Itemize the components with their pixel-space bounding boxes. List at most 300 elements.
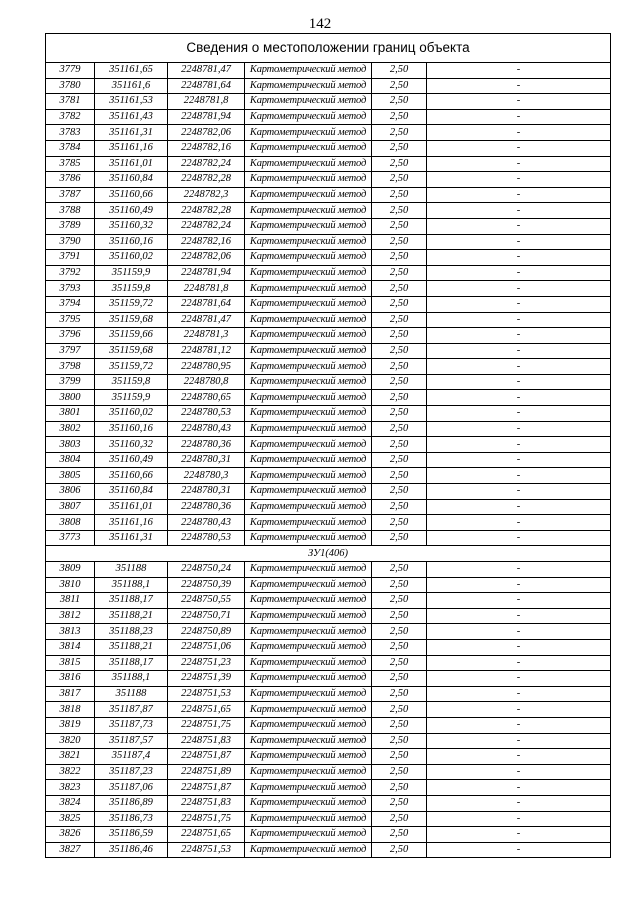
y-coordinate-cell: 2248750,55: [168, 593, 245, 609]
y-coordinate-cell: 2248751,87: [168, 780, 245, 796]
x-coordinate-cell: 351186,73: [95, 811, 168, 827]
y-coordinate-cell: 2248750,24: [168, 562, 245, 578]
y-coordinate-cell: 2248781,94: [168, 265, 245, 281]
accuracy-cell: 2,50: [372, 452, 427, 468]
x-coordinate-cell: 351161,31: [95, 530, 168, 546]
x-coordinate-cell: 351160,32: [95, 437, 168, 453]
section-row: [46, 546, 611, 562]
point-number-cell: 3783: [46, 125, 95, 141]
description-cell: -: [427, 655, 611, 671]
description-cell: -: [427, 406, 611, 422]
table-row: [46, 468, 611, 484]
description-cell: -: [427, 671, 611, 687]
y-coordinate-cell: 2248781,12: [168, 343, 245, 359]
point-number-cell: 3795: [46, 312, 95, 328]
method-cell: Картометрический метод: [245, 406, 372, 422]
accuracy-cell: 2,50: [372, 499, 427, 515]
description-cell: -: [427, 842, 611, 858]
description-cell: -: [427, 218, 611, 234]
table-row: [46, 780, 611, 796]
point-number-cell: 3812: [46, 608, 95, 624]
point-number-cell: 3822: [46, 764, 95, 780]
x-coordinate-cell: 351160,66: [95, 187, 168, 203]
x-coordinate-cell: 351186,89: [95, 795, 168, 811]
method-cell: Картометрический метод: [245, 608, 372, 624]
accuracy-cell: 2,50: [372, 437, 427, 453]
x-coordinate-cell: 351188,23: [95, 624, 168, 640]
description-cell: -: [427, 172, 611, 188]
x-coordinate-cell: 351160,49: [95, 452, 168, 468]
method-cell: Картометрический метод: [245, 63, 372, 79]
description-cell: -: [427, 795, 611, 811]
point-number-cell: 3826: [46, 827, 95, 843]
x-coordinate-cell: 351161,6: [95, 78, 168, 94]
x-coordinate-cell: 351187,73: [95, 717, 168, 733]
x-coordinate-cell: 351161,65: [95, 63, 168, 79]
y-coordinate-cell: 2248780,95: [168, 359, 245, 375]
method-cell: Картометрический метод: [245, 296, 372, 312]
table-row: [46, 312, 611, 328]
table-row: [46, 187, 611, 203]
y-coordinate-cell: 2248751,75: [168, 717, 245, 733]
accuracy-cell: 2,50: [372, 296, 427, 312]
description-cell: -: [427, 639, 611, 655]
accuracy-cell: 2,50: [372, 374, 427, 390]
accuracy-cell: 2,50: [372, 515, 427, 531]
table-row: [46, 203, 611, 219]
method-cell: Картометрический метод: [245, 577, 372, 593]
point-number-cell: 3802: [46, 421, 95, 437]
table-row: [46, 608, 611, 624]
y-coordinate-cell: 2248780,36: [168, 437, 245, 453]
y-coordinate-cell: 2248780,43: [168, 515, 245, 531]
x-coordinate-cell: 351159,68: [95, 312, 168, 328]
method-cell: Картометрический метод: [245, 328, 372, 344]
y-coordinate-cell: 2248751,39: [168, 671, 245, 687]
x-coordinate-cell: 351187,57: [95, 733, 168, 749]
method-cell: Картометрический метод: [245, 125, 372, 141]
description-cell: -: [427, 94, 611, 110]
description-cell: -: [427, 421, 611, 437]
point-number-cell: 3827: [46, 842, 95, 858]
description-cell: -: [427, 250, 611, 266]
table-row: [46, 577, 611, 593]
table-row: [46, 343, 611, 359]
method-cell: Картометрический метод: [245, 281, 372, 297]
table-row: [46, 156, 611, 172]
table-body: [46, 34, 611, 858]
accuracy-cell: 2,50: [372, 639, 427, 655]
point-number-cell: 3813: [46, 624, 95, 640]
point-number-cell: 3804: [46, 452, 95, 468]
method-cell: Картометрический метод: [245, 639, 372, 655]
y-coordinate-cell: 2248780,53: [168, 406, 245, 422]
method-cell: Картометрический метод: [245, 312, 372, 328]
accuracy-cell: 2,50: [372, 156, 427, 172]
description-cell: -: [427, 140, 611, 156]
method-cell: Картометрический метод: [245, 499, 372, 515]
x-coordinate-cell: 351160,16: [95, 421, 168, 437]
description-cell: -: [427, 125, 611, 141]
point-number-cell: 3786: [46, 172, 95, 188]
boundary-coordinates-table: [45, 33, 611, 858]
accuracy-cell: 2,50: [372, 717, 427, 733]
y-coordinate-cell: 2248780,65: [168, 390, 245, 406]
table-row: [46, 296, 611, 312]
table-row: [46, 764, 611, 780]
accuracy-cell: 2,50: [372, 702, 427, 718]
table-row: [46, 281, 611, 297]
y-coordinate-cell: 2248780,53: [168, 530, 245, 546]
x-coordinate-cell: 351188,21: [95, 608, 168, 624]
method-cell: Картометрический метод: [245, 686, 372, 702]
accuracy-cell: 2,50: [372, 63, 427, 79]
x-coordinate-cell: 351159,8: [95, 374, 168, 390]
section-label: ЗУ1(406): [46, 546, 611, 562]
point-number-cell: 3816: [46, 671, 95, 687]
table-row: [46, 390, 611, 406]
y-coordinate-cell: 2248782,28: [168, 203, 245, 219]
table-row: [46, 484, 611, 500]
point-number-cell: 3790: [46, 234, 95, 250]
description-cell: -: [427, 515, 611, 531]
description-cell: -: [427, 328, 611, 344]
x-coordinate-cell: 351186,46: [95, 842, 168, 858]
y-coordinate-cell: 2248780,3: [168, 468, 245, 484]
accuracy-cell: 2,50: [372, 78, 427, 94]
method-cell: Картометрический метод: [245, 390, 372, 406]
method-cell: Картометрический метод: [245, 234, 372, 250]
description-cell: -: [427, 203, 611, 219]
method-cell: Картометрический метод: [245, 733, 372, 749]
method-cell: Картометрический метод: [245, 109, 372, 125]
y-coordinate-cell: 2248751,89: [168, 764, 245, 780]
accuracy-cell: 2,50: [372, 671, 427, 687]
point-number-cell: 3779: [46, 63, 95, 79]
table-row: [46, 827, 611, 843]
accuracy-cell: 2,50: [372, 764, 427, 780]
table-row: [46, 842, 611, 858]
method-cell: Картометрический метод: [245, 764, 372, 780]
x-coordinate-cell: 351186,59: [95, 827, 168, 843]
description-cell: -: [427, 577, 611, 593]
table-row: [46, 63, 611, 79]
y-coordinate-cell: 2248780,36: [168, 499, 245, 515]
method-cell: Картометрический метод: [245, 359, 372, 375]
x-coordinate-cell: 351188: [95, 562, 168, 578]
y-coordinate-cell: 2248781,8: [168, 94, 245, 110]
point-number-cell: 3821: [46, 749, 95, 765]
point-number-cell: 3803: [46, 437, 95, 453]
accuracy-cell: 2,50: [372, 343, 427, 359]
x-coordinate-cell: 351160,49: [95, 203, 168, 219]
x-coordinate-cell: 351160,02: [95, 406, 168, 422]
accuracy-cell: 2,50: [372, 749, 427, 765]
point-number-cell: 3810: [46, 577, 95, 593]
y-coordinate-cell: 2248751,83: [168, 795, 245, 811]
method-cell: Картометрический метод: [245, 562, 372, 578]
y-coordinate-cell: 2248780,31: [168, 452, 245, 468]
x-coordinate-cell: 351188,17: [95, 655, 168, 671]
accuracy-cell: 2,50: [372, 780, 427, 796]
y-coordinate-cell: 2248782,06: [168, 250, 245, 266]
accuracy-cell: 2,50: [372, 359, 427, 375]
description-cell: -: [427, 499, 611, 515]
y-coordinate-cell: 2248782,28: [168, 172, 245, 188]
accuracy-cell: 2,50: [372, 390, 427, 406]
table-row: [46, 717, 611, 733]
x-coordinate-cell: 351188,1: [95, 671, 168, 687]
method-cell: Картометрический метод: [245, 827, 372, 843]
accuracy-cell: 2,50: [372, 608, 427, 624]
table-row: [46, 172, 611, 188]
table-title: Сведения о местоположении границ объекта: [46, 34, 611, 63]
accuracy-cell: 2,50: [372, 842, 427, 858]
y-coordinate-cell: 2248782,24: [168, 218, 245, 234]
y-coordinate-cell: 2248780,43: [168, 421, 245, 437]
point-number-cell: 3787: [46, 187, 95, 203]
description-cell: -: [427, 764, 611, 780]
point-number-cell: 3811: [46, 593, 95, 609]
x-coordinate-cell: 351161,01: [95, 156, 168, 172]
x-coordinate-cell: 351159,72: [95, 296, 168, 312]
method-cell: Картометрический метод: [245, 811, 372, 827]
table-row: [46, 795, 611, 811]
method-cell: Картометрический метод: [245, 94, 372, 110]
point-number-cell: 3809: [46, 562, 95, 578]
y-coordinate-cell: 2248782,24: [168, 156, 245, 172]
accuracy-cell: 2,50: [372, 172, 427, 188]
table-row: [46, 359, 611, 375]
point-number-cell: 3823: [46, 780, 95, 796]
y-coordinate-cell: 2248781,47: [168, 312, 245, 328]
y-coordinate-cell: 2248751,83: [168, 733, 245, 749]
table-row: [46, 530, 611, 546]
point-number-cell: 3800: [46, 390, 95, 406]
y-coordinate-cell: 2248782,3: [168, 187, 245, 203]
y-coordinate-cell: 2248751,65: [168, 702, 245, 718]
method-cell: Картометрический метод: [245, 218, 372, 234]
accuracy-cell: 2,50: [372, 187, 427, 203]
description-cell: -: [427, 281, 611, 297]
method-cell: Картометрический метод: [245, 374, 372, 390]
table-row: [46, 125, 611, 141]
description-cell: -: [427, 780, 611, 796]
point-number-cell: 3796: [46, 328, 95, 344]
description-cell: -: [427, 608, 611, 624]
description-cell: -: [427, 452, 611, 468]
accuracy-cell: 2,50: [372, 234, 427, 250]
point-number-cell: 3781: [46, 94, 95, 110]
table-row: [46, 421, 611, 437]
description-cell: -: [427, 390, 611, 406]
x-coordinate-cell: 351160,66: [95, 468, 168, 484]
description-cell: -: [427, 624, 611, 640]
description-cell: -: [427, 749, 611, 765]
table-row: [46, 655, 611, 671]
y-coordinate-cell: 2248781,3: [168, 328, 245, 344]
accuracy-cell: 2,50: [372, 811, 427, 827]
y-coordinate-cell: 2248781,8: [168, 281, 245, 297]
point-number-cell: 3825: [46, 811, 95, 827]
accuracy-cell: 2,50: [372, 421, 427, 437]
accuracy-cell: 2,50: [372, 94, 427, 110]
accuracy-cell: 2,50: [372, 655, 427, 671]
y-coordinate-cell: 2248782,16: [168, 234, 245, 250]
accuracy-cell: 2,50: [372, 624, 427, 640]
table-row: [46, 78, 611, 94]
method-cell: Картометрический метод: [245, 421, 372, 437]
x-coordinate-cell: 351159,68: [95, 343, 168, 359]
description-cell: -: [427, 733, 611, 749]
y-coordinate-cell: 2248782,16: [168, 140, 245, 156]
point-number-cell: 3824: [46, 795, 95, 811]
accuracy-cell: 2,50: [372, 265, 427, 281]
table-row: [46, 406, 611, 422]
method-cell: Картометрический метод: [245, 655, 372, 671]
table-row: [46, 702, 611, 718]
accuracy-cell: 2,50: [372, 577, 427, 593]
method-cell: Картометрический метод: [245, 437, 372, 453]
point-number-cell: 3806: [46, 484, 95, 500]
description-cell: -: [427, 437, 611, 453]
description-cell: -: [427, 359, 611, 375]
accuracy-cell: 2,50: [372, 562, 427, 578]
description-cell: -: [427, 187, 611, 203]
x-coordinate-cell: 351160,02: [95, 250, 168, 266]
accuracy-cell: 2,50: [372, 328, 427, 344]
accuracy-cell: 2,50: [372, 312, 427, 328]
x-coordinate-cell: 351187,06: [95, 780, 168, 796]
y-coordinate-cell: 2248750,71: [168, 608, 245, 624]
table-row: [46, 749, 611, 765]
accuracy-cell: 2,50: [372, 109, 427, 125]
method-cell: Картометрический метод: [245, 78, 372, 94]
description-cell: -: [427, 593, 611, 609]
point-number-cell: 3785: [46, 156, 95, 172]
y-coordinate-cell: 2248750,89: [168, 624, 245, 640]
accuracy-cell: 2,50: [372, 281, 427, 297]
accuracy-cell: 2,50: [372, 203, 427, 219]
description-cell: -: [427, 484, 611, 500]
point-number-cell: 3814: [46, 639, 95, 655]
x-coordinate-cell: 351187,87: [95, 702, 168, 718]
table-row: [46, 109, 611, 125]
y-coordinate-cell: 2248782,06: [168, 125, 245, 141]
table-row: [46, 234, 611, 250]
x-coordinate-cell: 351159,8: [95, 281, 168, 297]
table-row: [46, 686, 611, 702]
point-number-cell: 3798: [46, 359, 95, 375]
y-coordinate-cell: 2248780,31: [168, 484, 245, 500]
x-coordinate-cell: 351161,16: [95, 515, 168, 531]
x-coordinate-cell: 351161,16: [95, 140, 168, 156]
description-cell: -: [427, 296, 611, 312]
x-coordinate-cell: 351159,9: [95, 265, 168, 281]
table-row: [46, 94, 611, 110]
y-coordinate-cell: 2248751,75: [168, 811, 245, 827]
x-coordinate-cell: 351188: [95, 686, 168, 702]
point-number-cell: 3788: [46, 203, 95, 219]
accuracy-cell: 2,50: [372, 827, 427, 843]
accuracy-cell: 2,50: [372, 468, 427, 484]
table-row: [46, 328, 611, 344]
point-number-cell: 3789: [46, 218, 95, 234]
x-coordinate-cell: 351188,21: [95, 639, 168, 655]
method-cell: Картометрический метод: [245, 452, 372, 468]
point-number-cell: 3780: [46, 78, 95, 94]
x-coordinate-cell: 351159,66: [95, 328, 168, 344]
method-cell: Картометрический метод: [245, 484, 372, 500]
description-cell: -: [427, 109, 611, 125]
description-cell: -: [427, 63, 611, 79]
table-title-row: [46, 34, 611, 63]
accuracy-cell: 2,50: [372, 250, 427, 266]
page-number: 142: [308, 16, 332, 32]
y-coordinate-cell: 2248751,23: [168, 655, 245, 671]
method-cell: Картометрический метод: [245, 156, 372, 172]
method-cell: Картометрический метод: [245, 468, 372, 484]
method-cell: Картометрический метод: [245, 172, 372, 188]
y-coordinate-cell: 2248751,06: [168, 639, 245, 655]
description-cell: -: [427, 312, 611, 328]
y-coordinate-cell: 2248781,64: [168, 78, 245, 94]
x-coordinate-cell: 351161,53: [95, 94, 168, 110]
accuracy-cell: 2,50: [372, 593, 427, 609]
table-row: [46, 218, 611, 234]
table-row: [46, 515, 611, 531]
description-cell: -: [427, 78, 611, 94]
table-row: [46, 374, 611, 390]
method-cell: Картометрический метод: [245, 749, 372, 765]
accuracy-cell: 2,50: [372, 218, 427, 234]
table-row: [46, 140, 611, 156]
point-number-cell: 3820: [46, 733, 95, 749]
method-cell: Картометрический метод: [245, 187, 372, 203]
table-row: [46, 811, 611, 827]
point-number-cell: 3815: [46, 655, 95, 671]
table-row: [46, 250, 611, 266]
accuracy-cell: 2,50: [372, 125, 427, 141]
y-coordinate-cell: 2248781,94: [168, 109, 245, 125]
x-coordinate-cell: 351188,1: [95, 577, 168, 593]
point-number-cell: 3805: [46, 468, 95, 484]
table-row: [46, 671, 611, 687]
x-coordinate-cell: 351159,72: [95, 359, 168, 375]
method-cell: Картометрический метод: [245, 265, 372, 281]
point-number-cell: 3801: [46, 406, 95, 422]
table-row: [46, 499, 611, 515]
x-coordinate-cell: 351187,23: [95, 764, 168, 780]
y-coordinate-cell: 2248751,87: [168, 749, 245, 765]
method-cell: Картометрический метод: [245, 795, 372, 811]
y-coordinate-cell: 2248781,47: [168, 63, 245, 79]
point-number-cell: 3792: [46, 265, 95, 281]
description-cell: -: [427, 234, 611, 250]
accuracy-cell: 2,50: [372, 795, 427, 811]
point-number-cell: 3784: [46, 140, 95, 156]
point-number-cell: 3791: [46, 250, 95, 266]
method-cell: Картометрический метод: [245, 250, 372, 266]
y-coordinate-cell: 2248751,53: [168, 686, 245, 702]
description-cell: -: [427, 811, 611, 827]
description-cell: -: [427, 717, 611, 733]
table-row: [46, 624, 611, 640]
point-number-cell: 3799: [46, 374, 95, 390]
method-cell: Картометрический метод: [245, 515, 372, 531]
point-number-cell: 3793: [46, 281, 95, 297]
table-row: [46, 593, 611, 609]
